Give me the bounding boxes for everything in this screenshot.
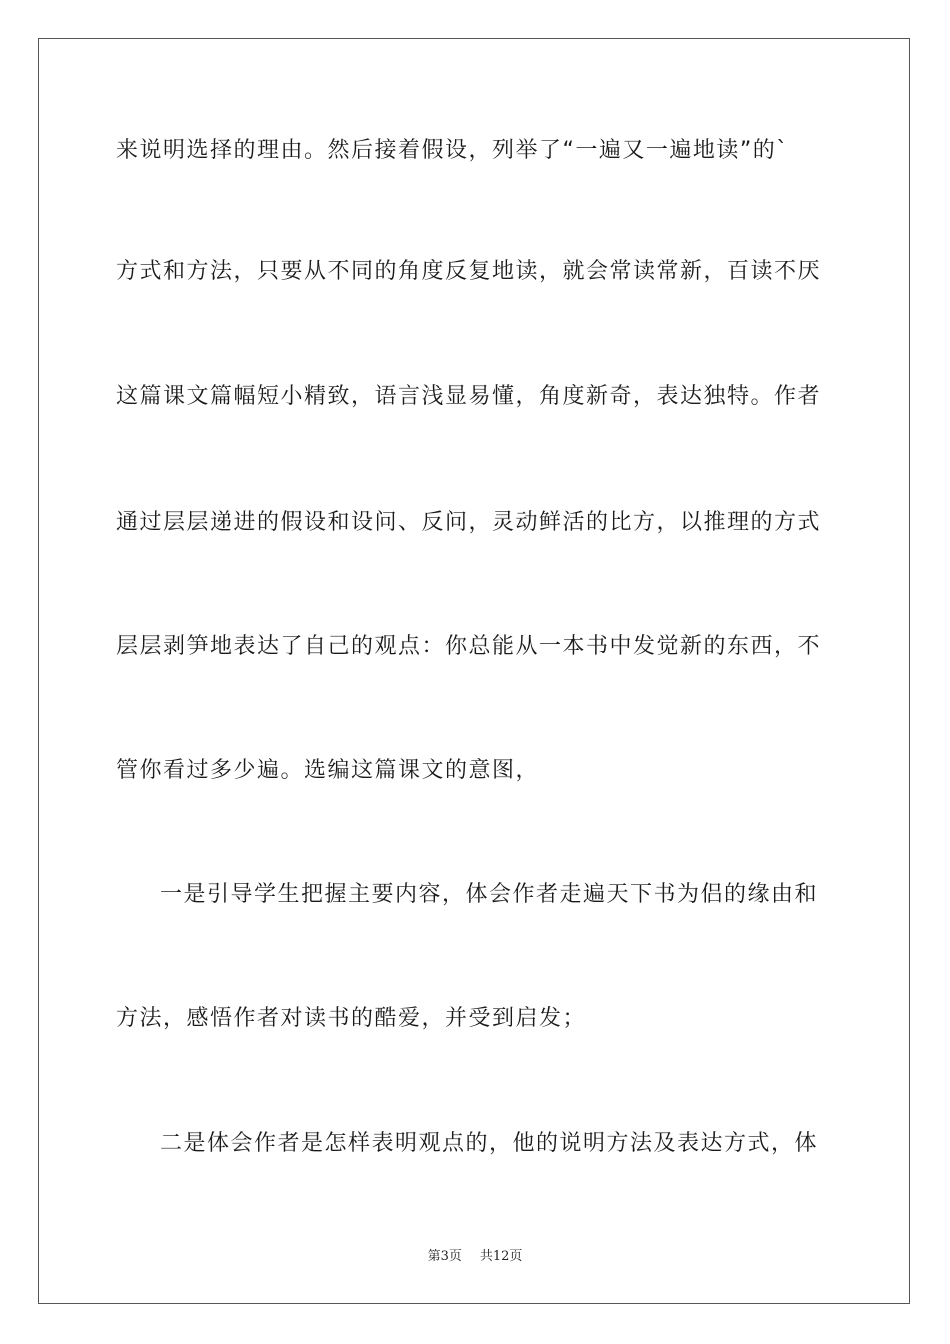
paragraph-line-7: 一是引导学生把握主要内容，体会作者走遍天下书为侣的缘由和 (160, 882, 819, 907)
paragraph-line-4: 通过层层递进的假设和设问、反问，灵动鲜活的比方，以推理的方式 (116, 510, 822, 535)
paragraph-line-6: 管你看过多少遍。选编这篇课文的意图， (116, 758, 540, 783)
page-number: 第3页 (427, 1249, 462, 1264)
paragraph-line-5: 层层剥笋地表达了自己的观点：你总能从一本书中发觉新的东西，不 (116, 634, 822, 659)
page-border (38, 38, 910, 1304)
paragraph-line-1: 来说明选择的理由。然后接着假设，列举了“一遍又一遍地读”的` (116, 138, 789, 163)
page-footer (0, 1248, 950, 1266)
paragraph-line-9: 二是体会作者是怎样表明观点的，他的说明方法及表达方式，体 (160, 1131, 819, 1156)
paragraph-line-8: 方法，感悟作者对读书的酷爱，并受到启发； (116, 1006, 587, 1031)
page-total: 共12页 (479, 1249, 523, 1264)
paragraph-line-3: 这篇课文篇幅短小精致，语言浅显易懂，角度新奇，表达独特。作者 (116, 384, 822, 409)
paragraph-line-2: 方式和方法，只要从不同的角度反复地读，就会常读常新，百读不厌 (116, 259, 822, 284)
